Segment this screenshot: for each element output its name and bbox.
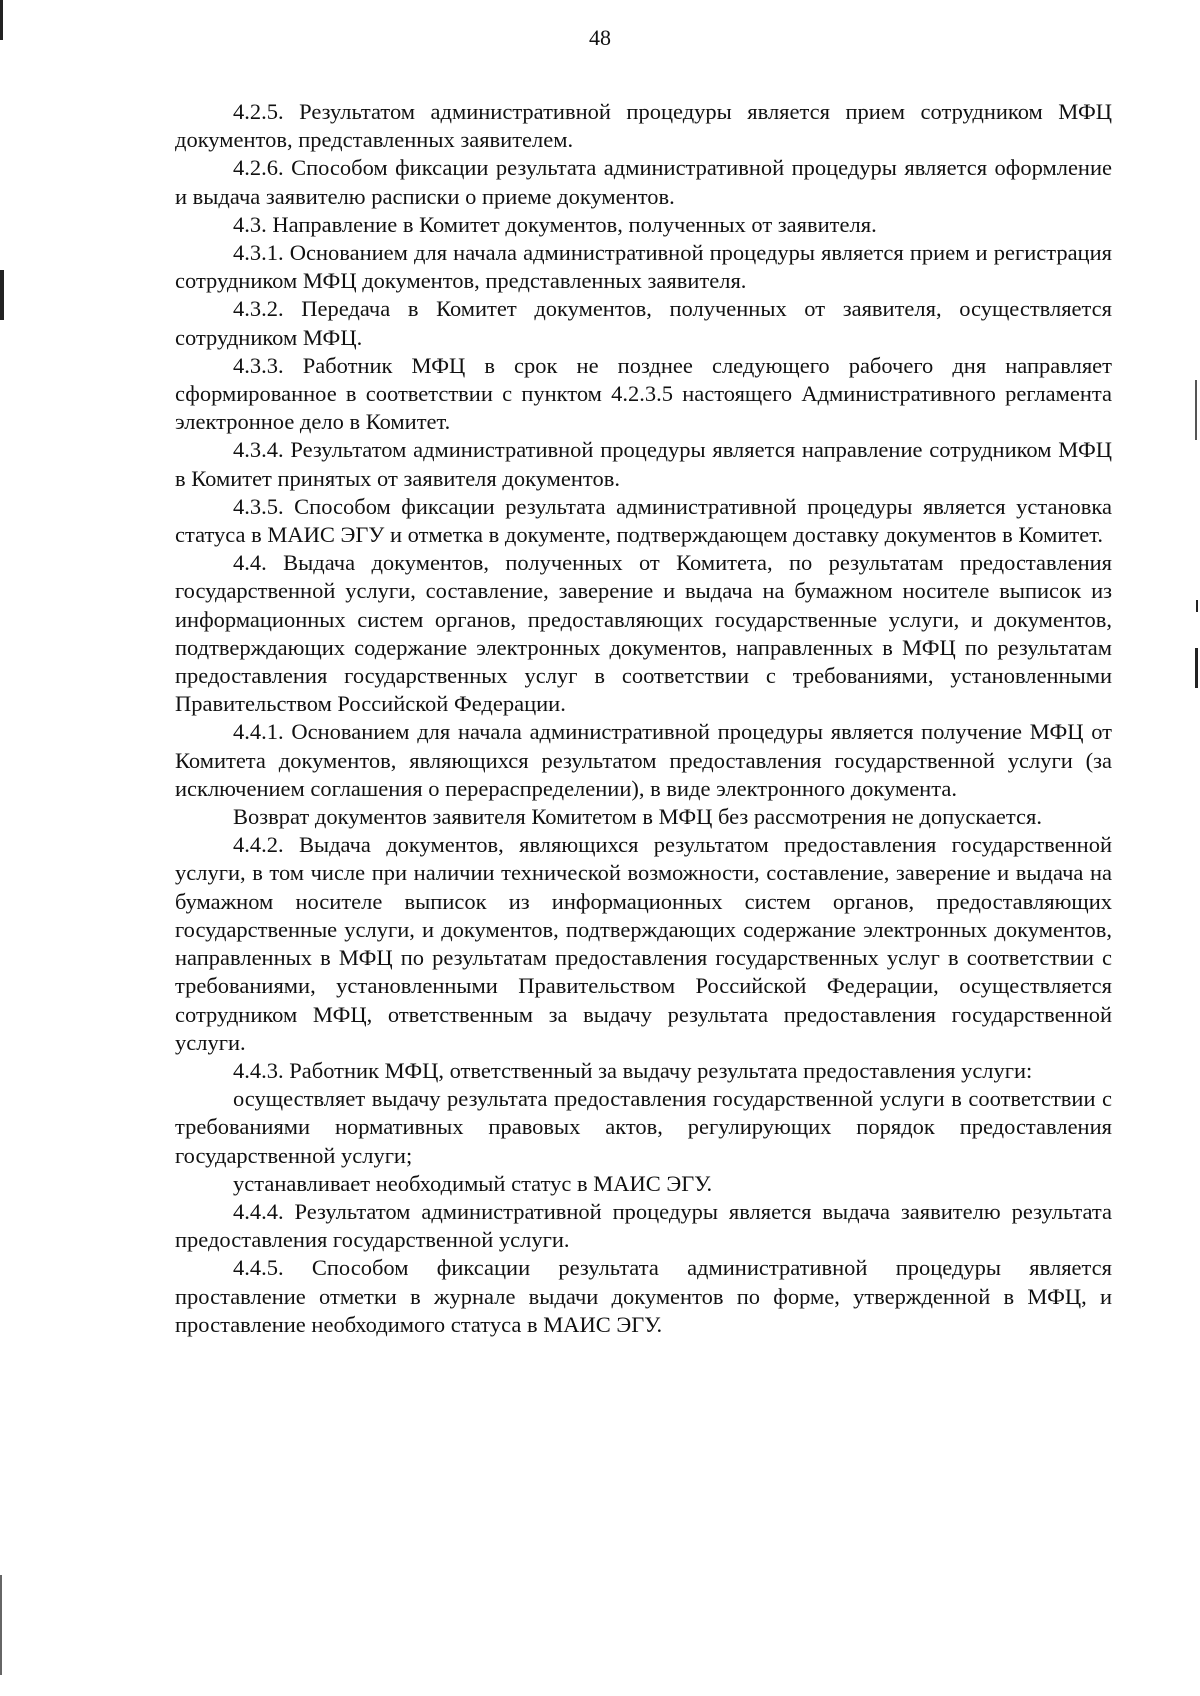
- paragraph-4-3-2: 4.3.2. Передача в Комитет документов, полученных от заявителя, осуществляется сотрудником МФЦ.: [175, 296, 1112, 350]
- paragraph-4-2-6: 4.2.6. Способом фиксации результата административной процедуры является оформление и выдача заявителю расписки о приеме документов.: [175, 155, 1112, 209]
- paragraph-4-4: 4.4. Выдача документов, полученных от Комитета, по результатам предоставления государственной услуги, составление, заверение и выдача на бумажном носителе выписок из информационных систем органов, предоставляющих государственные услуги, и документов, подтверждающих содержание электронных документов, направленных в МФЦ по результатам предоставления государственных услуг в соответствии с требованиями, установленными Правительством Российской Федерации.: [175, 550, 1112, 717]
- paragraph-4-4-5: 4.4.5. Способом фиксации результата административной процедуры является проставление отметки в журнале выдачи документов по форме, утвержденной в МФЦ, и проставление необходимого статуса в МАИС ЭГУ.: [175, 1255, 1112, 1337]
- paragraph-4-3-5: 4.3.5. Способом фиксации результата административной процедуры является установка статуса в МАИС ЭГУ и отметка в документе, подтверждающем доставку документов в Комитет.: [175, 493, 1112, 548]
- paragraph-4-3-1: 4.3.1. Основанием для начала административной процедуры является прием и регистрация сотрудником МФЦ документов, представленных заявителя.: [175, 240, 1112, 294]
- page-number: 48: [589, 25, 611, 50]
- document-body: [175, 98, 1112, 1339]
- scan-artifact-left-bottom: [0, 1575, 2, 1675]
- paragraph-4-4-2: 4.4.2. Выдача документов, являющихся результатом предоставления государственной услуги, в том числе при наличии технической возможности, составление, заверение и выдача на бумажном носителе выписок из информационных систем органов, предоставляющих государственные услуги, и документов, подтверждающих содержание электронных документов, направленных в МФЦ по результатам предоставления государственных услуг в соответствии с требованиями, установленными Правительством Российской Федерации, осуществляется сотрудником МФЦ, ответственным за выдачу результата предоставления государственной услуги.: [175, 832, 1112, 1055]
- scan-artifact-left-mid: [0, 270, 4, 320]
- paragraph-set-status: устанавливает необходимый статус в МАИС ЭГУ.: [233, 1170, 713, 1196]
- paragraph-4-4-4: 4.4.4. Результатом административной процедуры является выдача заявителю результата предоставления государственной услуги.: [175, 1198, 1112, 1253]
- paragraph-4-2-5: 4.2.5. Результатом административной процедуры является прием сотрудником МФЦ документов, представленных заявителем.: [175, 99, 1112, 153]
- paragraph-4-3-3: 4.3.3. Работник МФЦ в срок не позднее следующего рабочего дня направляет сформированное в соответствии с пунктом 4.2.3.5 настоящего Административного регламента электронное дело в Комитет.: [175, 352, 1112, 435]
- scan-artifact-right-3: [1195, 648, 1198, 688]
- paragraph-4-4-1: 4.4.1. Основанием для начала административной процедуры является получение МФЦ от Комитета документов, являющихся результатом предоставления государственной услуги (за исключением соглашения о перераспределении), в виде электронного документа.: [175, 719, 1112, 801]
- scan-artifact-right-2: [1196, 600, 1198, 612]
- paragraph-return-clause: Возврат документов заявителя Комитетом в МФЦ без рассмотрения не допускается.: [233, 804, 1042, 830]
- paragraph-4-4-3: 4.4.3. Работник МФЦ, ответственный за выдачу результата предоставления услуги:: [233, 1057, 1033, 1083]
- scan-artifact-left-top: [0, 0, 3, 40]
- paragraph-4-3-4: 4.3.4. Результатом административной процедуры является направление сотрудником МФЦ в Комитет принятых от заявителя документов.: [175, 437, 1112, 491]
- scan-artifact-right-1: [1195, 380, 1197, 440]
- paragraph-issue-result: осуществляет выдачу результата предоставления государственной услуги в соответствии с требованиями нормативных правовых актов, регулирующих порядок предоставления государственной услуги;: [175, 1086, 1112, 1168]
- paragraph-4-3: 4.3. Направление в Комитет документов, полученных от заявителя.: [233, 211, 877, 237]
